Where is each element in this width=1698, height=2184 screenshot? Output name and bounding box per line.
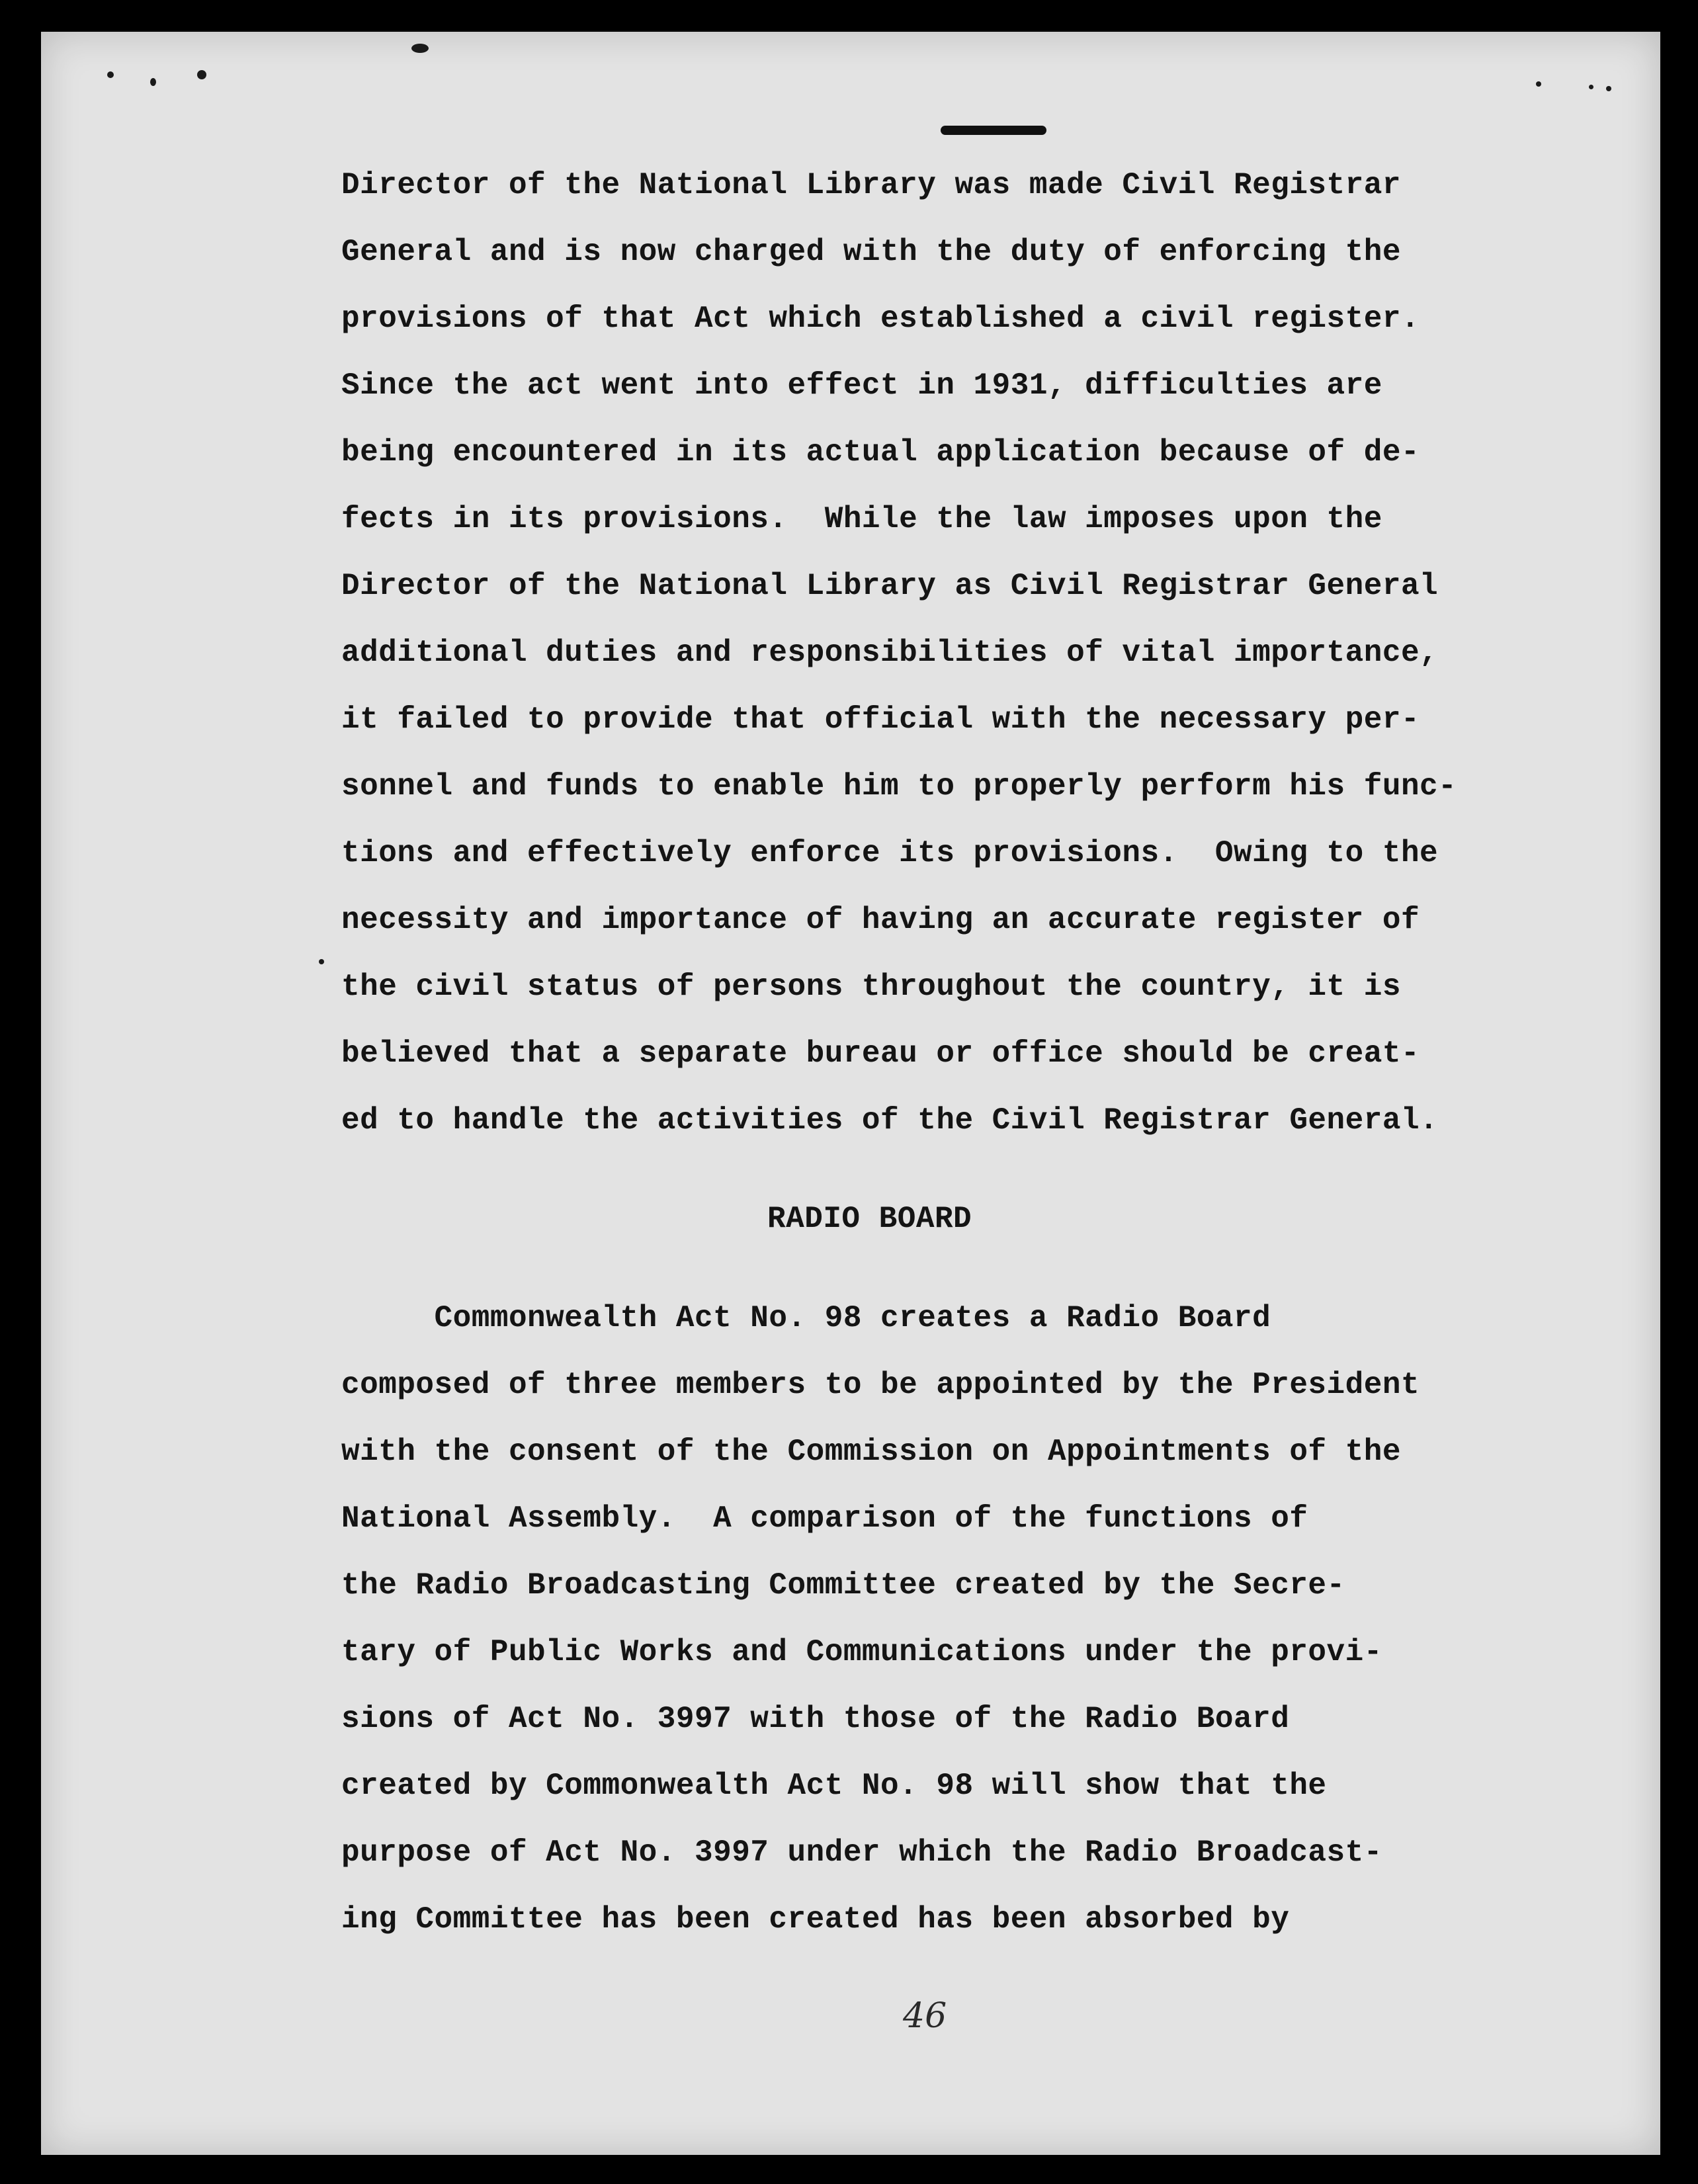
text-line: Since the act went into effect in 1931, difficulties are xyxy=(341,368,1382,403)
text-line: provisions of that Act which established a civil register. xyxy=(341,302,1420,336)
text-line: purpose of Act No. 3997 under which the Radio Broadcast- xyxy=(341,1835,1382,1870)
ink-speck xyxy=(107,71,114,78)
text-line: ing Committee has been created has been absorbed by xyxy=(341,1902,1290,1937)
text-line: with the consent of the Commission on Appointments of the xyxy=(341,1435,1401,1469)
text-line: the Radio Broadcasting Committee created by the Secre- xyxy=(341,1568,1345,1603)
text-line: sions of Act No. 3997 with those of the Radio Board xyxy=(341,1702,1290,1736)
text-line: fects in its provisions. While the law imposes upon the xyxy=(341,502,1382,536)
section-heading: RADIO BOARD xyxy=(767,1202,972,1236)
text-line: Director of the National Library as Civil Registrar General xyxy=(341,569,1439,603)
ink-rule-mark xyxy=(941,126,1046,135)
text-line: National Assembly. A comparison of the functions of xyxy=(341,1501,1308,1536)
ink-speck xyxy=(1606,86,1611,91)
ink-speck xyxy=(411,44,429,53)
text-line: sonnel and funds to enable him to properly perform his func- xyxy=(341,769,1457,804)
text-line: tions and effectively enforce its provisions. Owing to the xyxy=(341,836,1439,870)
text-line: Director of the National Library was made Civil Registrar xyxy=(341,168,1401,202)
text-line: composed of three members to be appointed by the President xyxy=(341,1368,1420,1402)
text-line: tary of Public Works and Communications under the provi- xyxy=(341,1635,1382,1669)
text-line: created by Commonwealth Act No. 98 will show that the xyxy=(341,1769,1327,1803)
text-line: Commonwealth Act No. 98 creates a Radio Board xyxy=(341,1301,1271,1335)
ink-speck xyxy=(1536,81,1541,87)
text-line: the civil status of persons throughout the country, it is xyxy=(341,970,1401,1004)
page-number: 46 xyxy=(903,1996,947,2036)
text-line: being encountered in its actual application because of de- xyxy=(341,435,1420,470)
text-line: necessity and importance of having an accurate register of xyxy=(341,903,1420,937)
paragraph-radio-board xyxy=(341,1285,1552,1953)
ink-speck xyxy=(150,78,156,86)
text-line: believed that a separate bureau or office should be creat- xyxy=(341,1036,1420,1071)
text-line: ed to handle the activities of the Civil Registrar General. xyxy=(341,1103,1439,1138)
paragraph-civil-registrar xyxy=(341,152,1552,1154)
ink-speck xyxy=(1589,85,1593,89)
ink-speck xyxy=(197,70,206,79)
text-line: General and is now charged with the duty of enforcing the xyxy=(341,235,1401,269)
text-line: it failed to provide that official with the necessary per- xyxy=(341,702,1420,737)
ink-speck xyxy=(319,959,324,964)
text-line: additional duties and responsibilities of vital importance, xyxy=(341,636,1439,670)
